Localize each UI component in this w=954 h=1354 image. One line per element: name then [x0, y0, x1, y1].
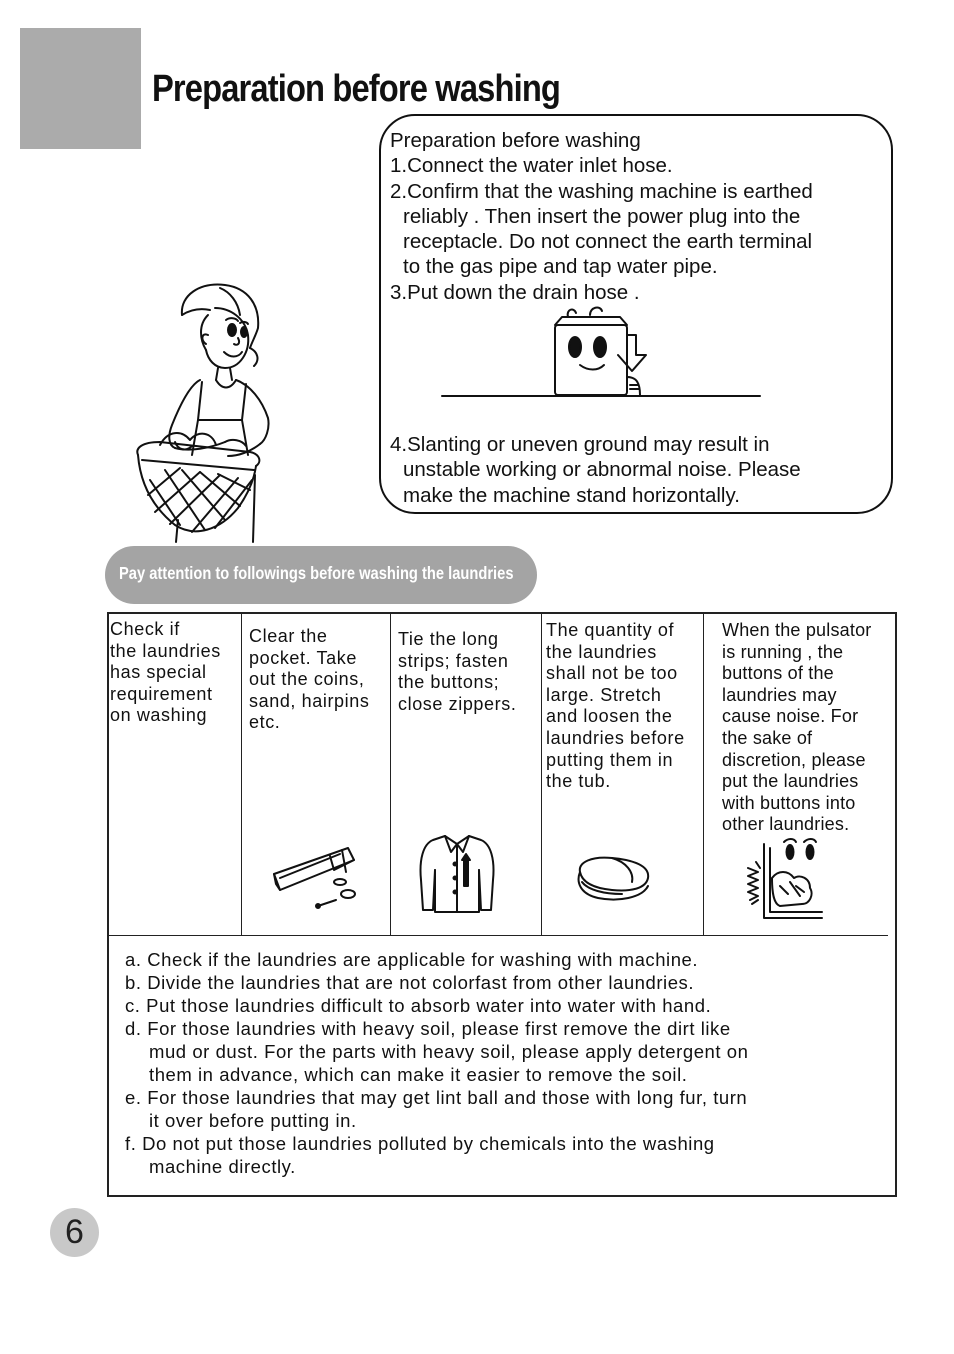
washing-machine-level-icon — [440, 305, 765, 400]
table-divider — [390, 612, 391, 935]
step-2-line-1: 2.Confirm that the washing machine is earthed — [390, 179, 813, 203]
woman-with-basket-illustration — [120, 280, 280, 545]
note-d-line-2: mud or dust. For the parts with heavy soil, please apply detergent on — [149, 1041, 749, 1062]
note-a: a. Check if the laundries are applicable for washing with machine. — [125, 949, 699, 970]
table-cell-check-requirements: Check if the laundries has special requirement on washing — [110, 619, 221, 726]
table-divider — [241, 612, 242, 935]
step-4-line-2: unstable working or abnormal noise. Please — [403, 458, 801, 482]
page-number: 6 — [65, 1213, 84, 1251]
header-gray-block — [20, 28, 141, 149]
note-e-line-1: e. For those laundries that may get lint ball and those with long fur, turn — [125, 1087, 748, 1108]
step-2-line-4: to the gas pipe and tap water pipe. — [403, 255, 718, 279]
preparation-steps — [390, 128, 890, 305]
table-divider — [541, 612, 542, 935]
table-cell-tie-strips: Tie the long strips; fasten the buttons; close zippers. — [398, 629, 517, 714]
note-c: c. Put those laundries difficult to absorb water into water with hand. — [125, 995, 712, 1016]
shirt-icon — [415, 830, 500, 915]
note-f-line-2: machine directly. — [149, 1156, 296, 1177]
note-b: b. Divide the laundries that are not colorfast from other laundries. — [125, 972, 695, 993]
attention-banner-text: Pay attention to followings before washing the laundries — [119, 563, 514, 583]
step-3: 3.Put down the drain hose . — [390, 280, 640, 304]
page-title: Preparation before washing — [152, 68, 561, 110]
pocket-icon — [270, 842, 365, 914]
note-f-line-1: f. Do not put those laundries polluted by chemicals into the washing — [125, 1133, 715, 1154]
step-2-line-2: reliably . Then insert the power plug into the — [403, 204, 801, 228]
noisy-pulsator-icon — [744, 838, 824, 926]
preparation-heading: Preparation before washing — [390, 129, 641, 152]
step-1: 1.Connect the water inlet hose. — [390, 154, 673, 178]
table-row-divider — [108, 935, 888, 936]
table-cell-buttons-noise: When the pulsator is running , the buttons of the laundries may cause noise. For the sake of discretion, please put the laundries with buttons into other laundries. — [722, 620, 872, 835]
note-d-line-1: d. For those laundries with heavy soil, please first remove the dirt like — [125, 1018, 731, 1039]
table-cell-quantity: The quantity of the laundries shall not be too large. Stretch and loosen the laundries before putting them in the tub. — [546, 620, 685, 792]
step-4-line-1: 4.Slanting or uneven ground may result in — [390, 433, 770, 456]
notes-list — [125, 948, 885, 1178]
step-2-line-3: receptacle. Do not connect the earth terminal — [403, 230, 813, 254]
table-cell-clear-pocket: Clear the pocket. Take out the coins, sand, hairpins etc. — [249, 626, 370, 733]
folded-laundry-icon — [572, 852, 657, 907]
note-d-line-3: them in advance, which can make it easier to remove the soil. — [149, 1064, 688, 1085]
note-e-line-2: it over before putting in. — [149, 1110, 357, 1131]
step-4 — [390, 432, 870, 508]
step-4-line-3: make the machine stand horizontally. — [403, 483, 740, 507]
